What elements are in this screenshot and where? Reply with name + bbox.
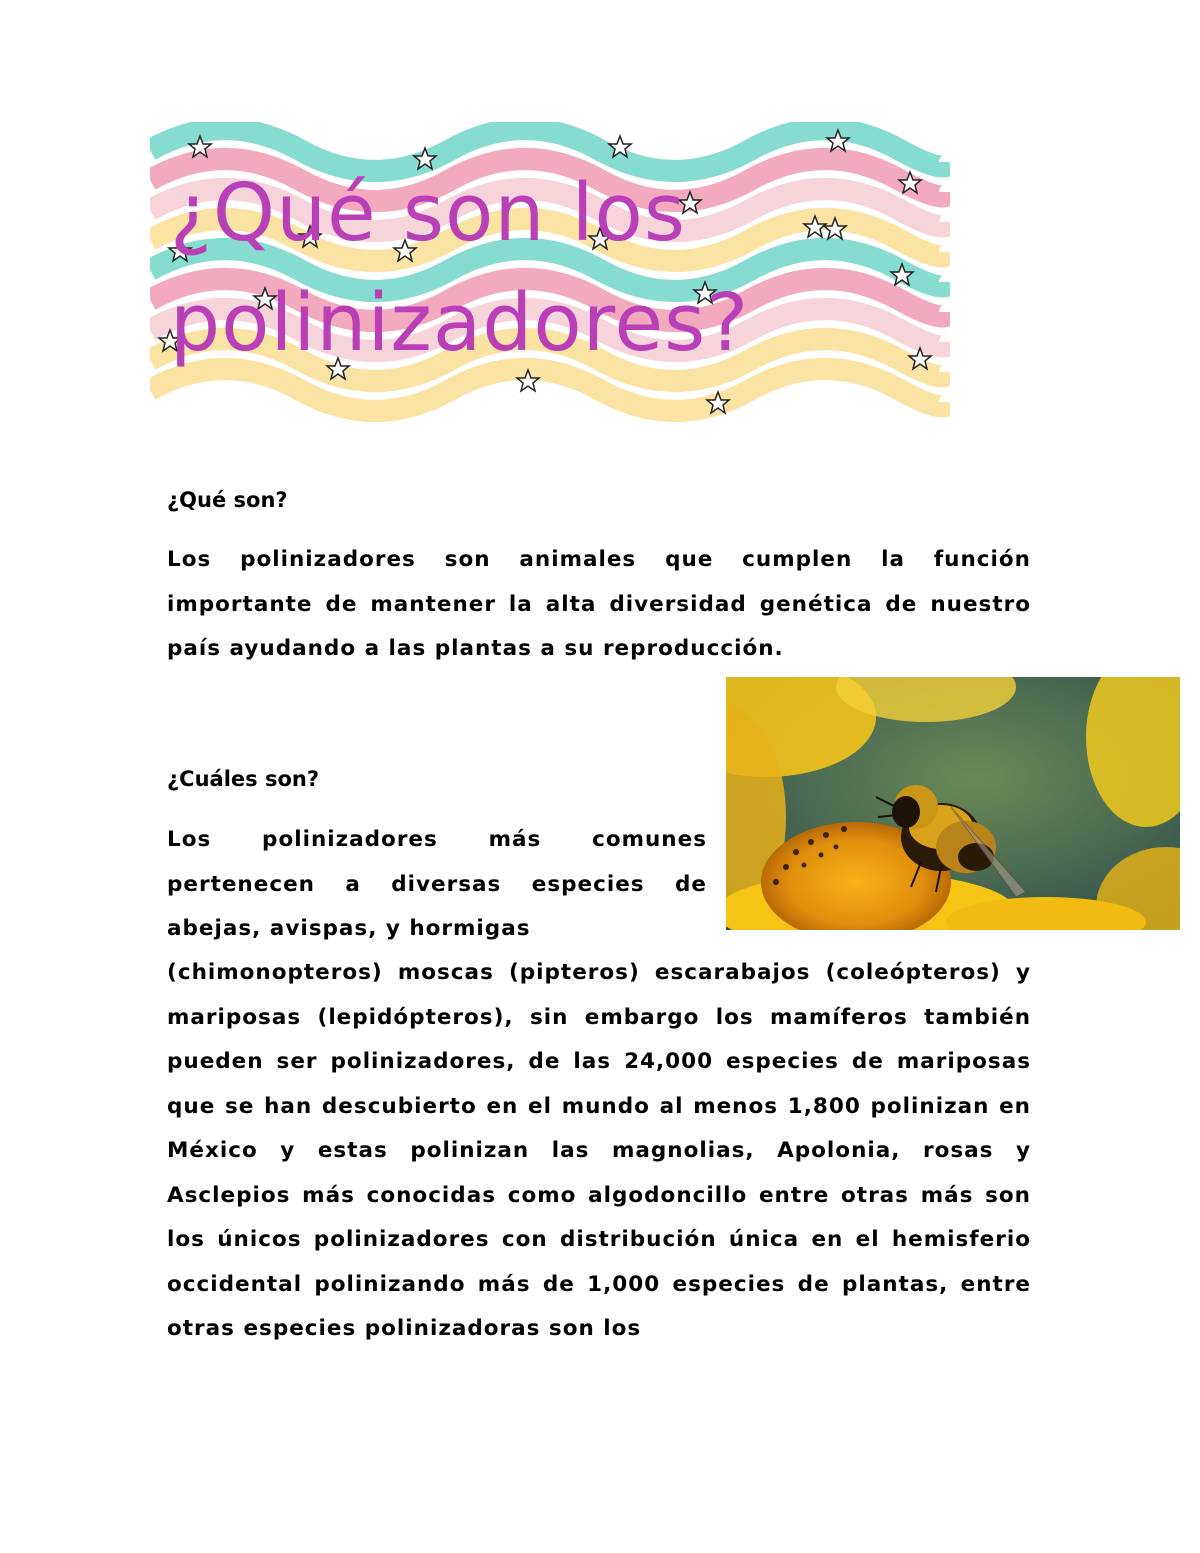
paragraph-que-son: Los polinizadores son animales que cumplen la función importante de mantener la alta diversidad genética de nuestro país ayudando a las plantas a su reproducción. <box>167 547 1031 661</box>
page-title: ¿Qué son los polinizadores? <box>170 167 750 369</box>
heading-que-son: ¿Qué son? <box>167 488 288 512</box>
bee-on-flower-image <box>726 677 1180 930</box>
heading-cuales-son: ¿Cuáles son? <box>167 767 320 791</box>
title-banner <box>150 122 950 452</box>
paragraph-cuales-son-intro: Los polinizadores más comunes pertenecen a diversas especies de abejas, avispas, y hormigas <box>167 827 707 941</box>
paragraph-cuales-son-main: (chimonopteros) moscas (pipteros) escarabajos (coleópteros) y mariposas (lepidópteros), sin embargo los mamíferos también pueden ser polinizadores, de las 24,000 especies de mariposas que se han descubierto en el mundo al menos 1,800 polinizan en México y estas polinizan las magnolias, Apolonia, rosas y Asclepios más conocidas como algodoncillo entre otras más son los únicos polinizadores con distribución única en el hemisferio occidental polinizando más de 1,000 especies de plantas, entre otras especies polinizadoras son los <box>167 960 1031 1341</box>
bee-photo <box>726 677 1180 930</box>
